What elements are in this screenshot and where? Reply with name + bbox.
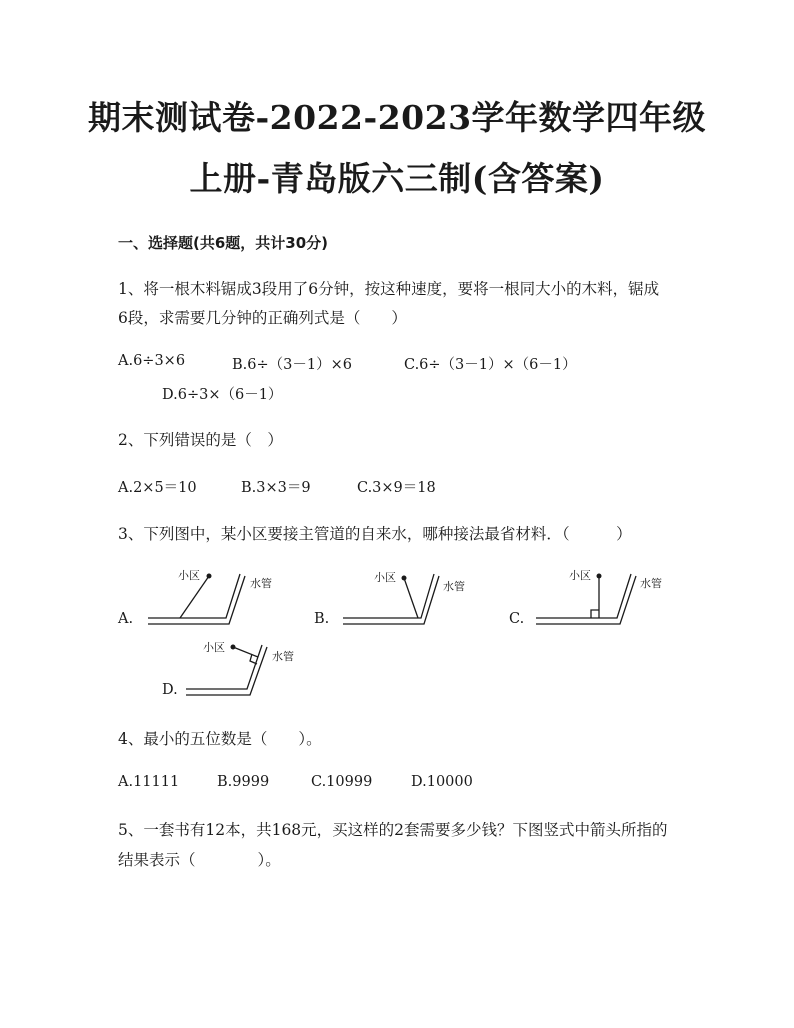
question-1-option-a: A.6÷3×6 xyxy=(118,353,186,369)
label-pipe-c: 水管 xyxy=(640,577,662,590)
question-3-option-c: C. xyxy=(509,611,525,627)
question-4-line1: 4、最小的五位数是（ ）。 xyxy=(118,730,322,748)
question-1-option-c: C.6÷（3－1）×（6－1） xyxy=(404,357,577,373)
question-5-line1: 5、一套书有12本，共168元，买这样的2套需要多少钱？下图竖式中箭头所指的 xyxy=(118,821,668,839)
community-dot-a xyxy=(207,574,212,579)
label-community-a: 小区 xyxy=(178,569,200,582)
community-dot-b xyxy=(402,576,407,581)
label-community-c: 小区 xyxy=(569,569,591,582)
question-2-option-a: A.2×5＝10 xyxy=(118,480,197,496)
community-dot-c xyxy=(597,574,602,579)
question-5-line2: 结果表示（ ）。 xyxy=(118,851,281,869)
question-4-option-a: A.11111 xyxy=(118,774,180,790)
question-1-line1: 1、将一根木料锯成3段用了6分钟，按这种速度，要将一根同大小的木料，锯成 xyxy=(118,280,660,298)
question-2-option-b: B.3×3＝9 xyxy=(241,480,311,496)
question-3-option-b: B. xyxy=(314,611,330,627)
question-1-option-d: D.6÷3×（6－1） xyxy=(162,387,283,403)
question-2-line1: 2、下列错误的是（ ） xyxy=(118,431,283,449)
question-3-option-a: A. xyxy=(118,611,134,627)
label-pipe-a: 水管 xyxy=(250,577,272,590)
question-2-option-c: C.3×9＝18 xyxy=(357,480,436,496)
question-4-option-b: B.9999 xyxy=(217,774,270,790)
question-3-option-d: D. xyxy=(162,682,178,698)
label-community-b: 小区 xyxy=(374,571,396,584)
question-3-line1: 3、下列图中，某小区要接主管道的自来水，哪种接法最省材料．（ ） xyxy=(118,525,632,543)
label-community-d: 小区 xyxy=(203,641,225,654)
label-pipe-b: 水管 xyxy=(443,580,465,593)
diagram-d xyxy=(186,645,267,695)
community-dot-d xyxy=(231,645,236,650)
question-4-option-c: C.10999 xyxy=(311,774,373,790)
label-pipe-d: 水管 xyxy=(272,650,294,663)
question-4-option-d: D.10000 xyxy=(411,774,473,790)
document-title-line2: 上册-青岛版六三制(含答案) xyxy=(189,159,605,198)
section-heading: 一、选择题(共6题，共计30分) xyxy=(118,234,329,252)
document-title-line1: 期末测试卷-2022-2023学年数学四年级 xyxy=(87,98,707,137)
question-1-option-b: B.6÷（3－1）×6 xyxy=(232,357,352,373)
question-1-line2: 6段，求需要几分钟的正确列式是（ ） xyxy=(118,309,407,327)
